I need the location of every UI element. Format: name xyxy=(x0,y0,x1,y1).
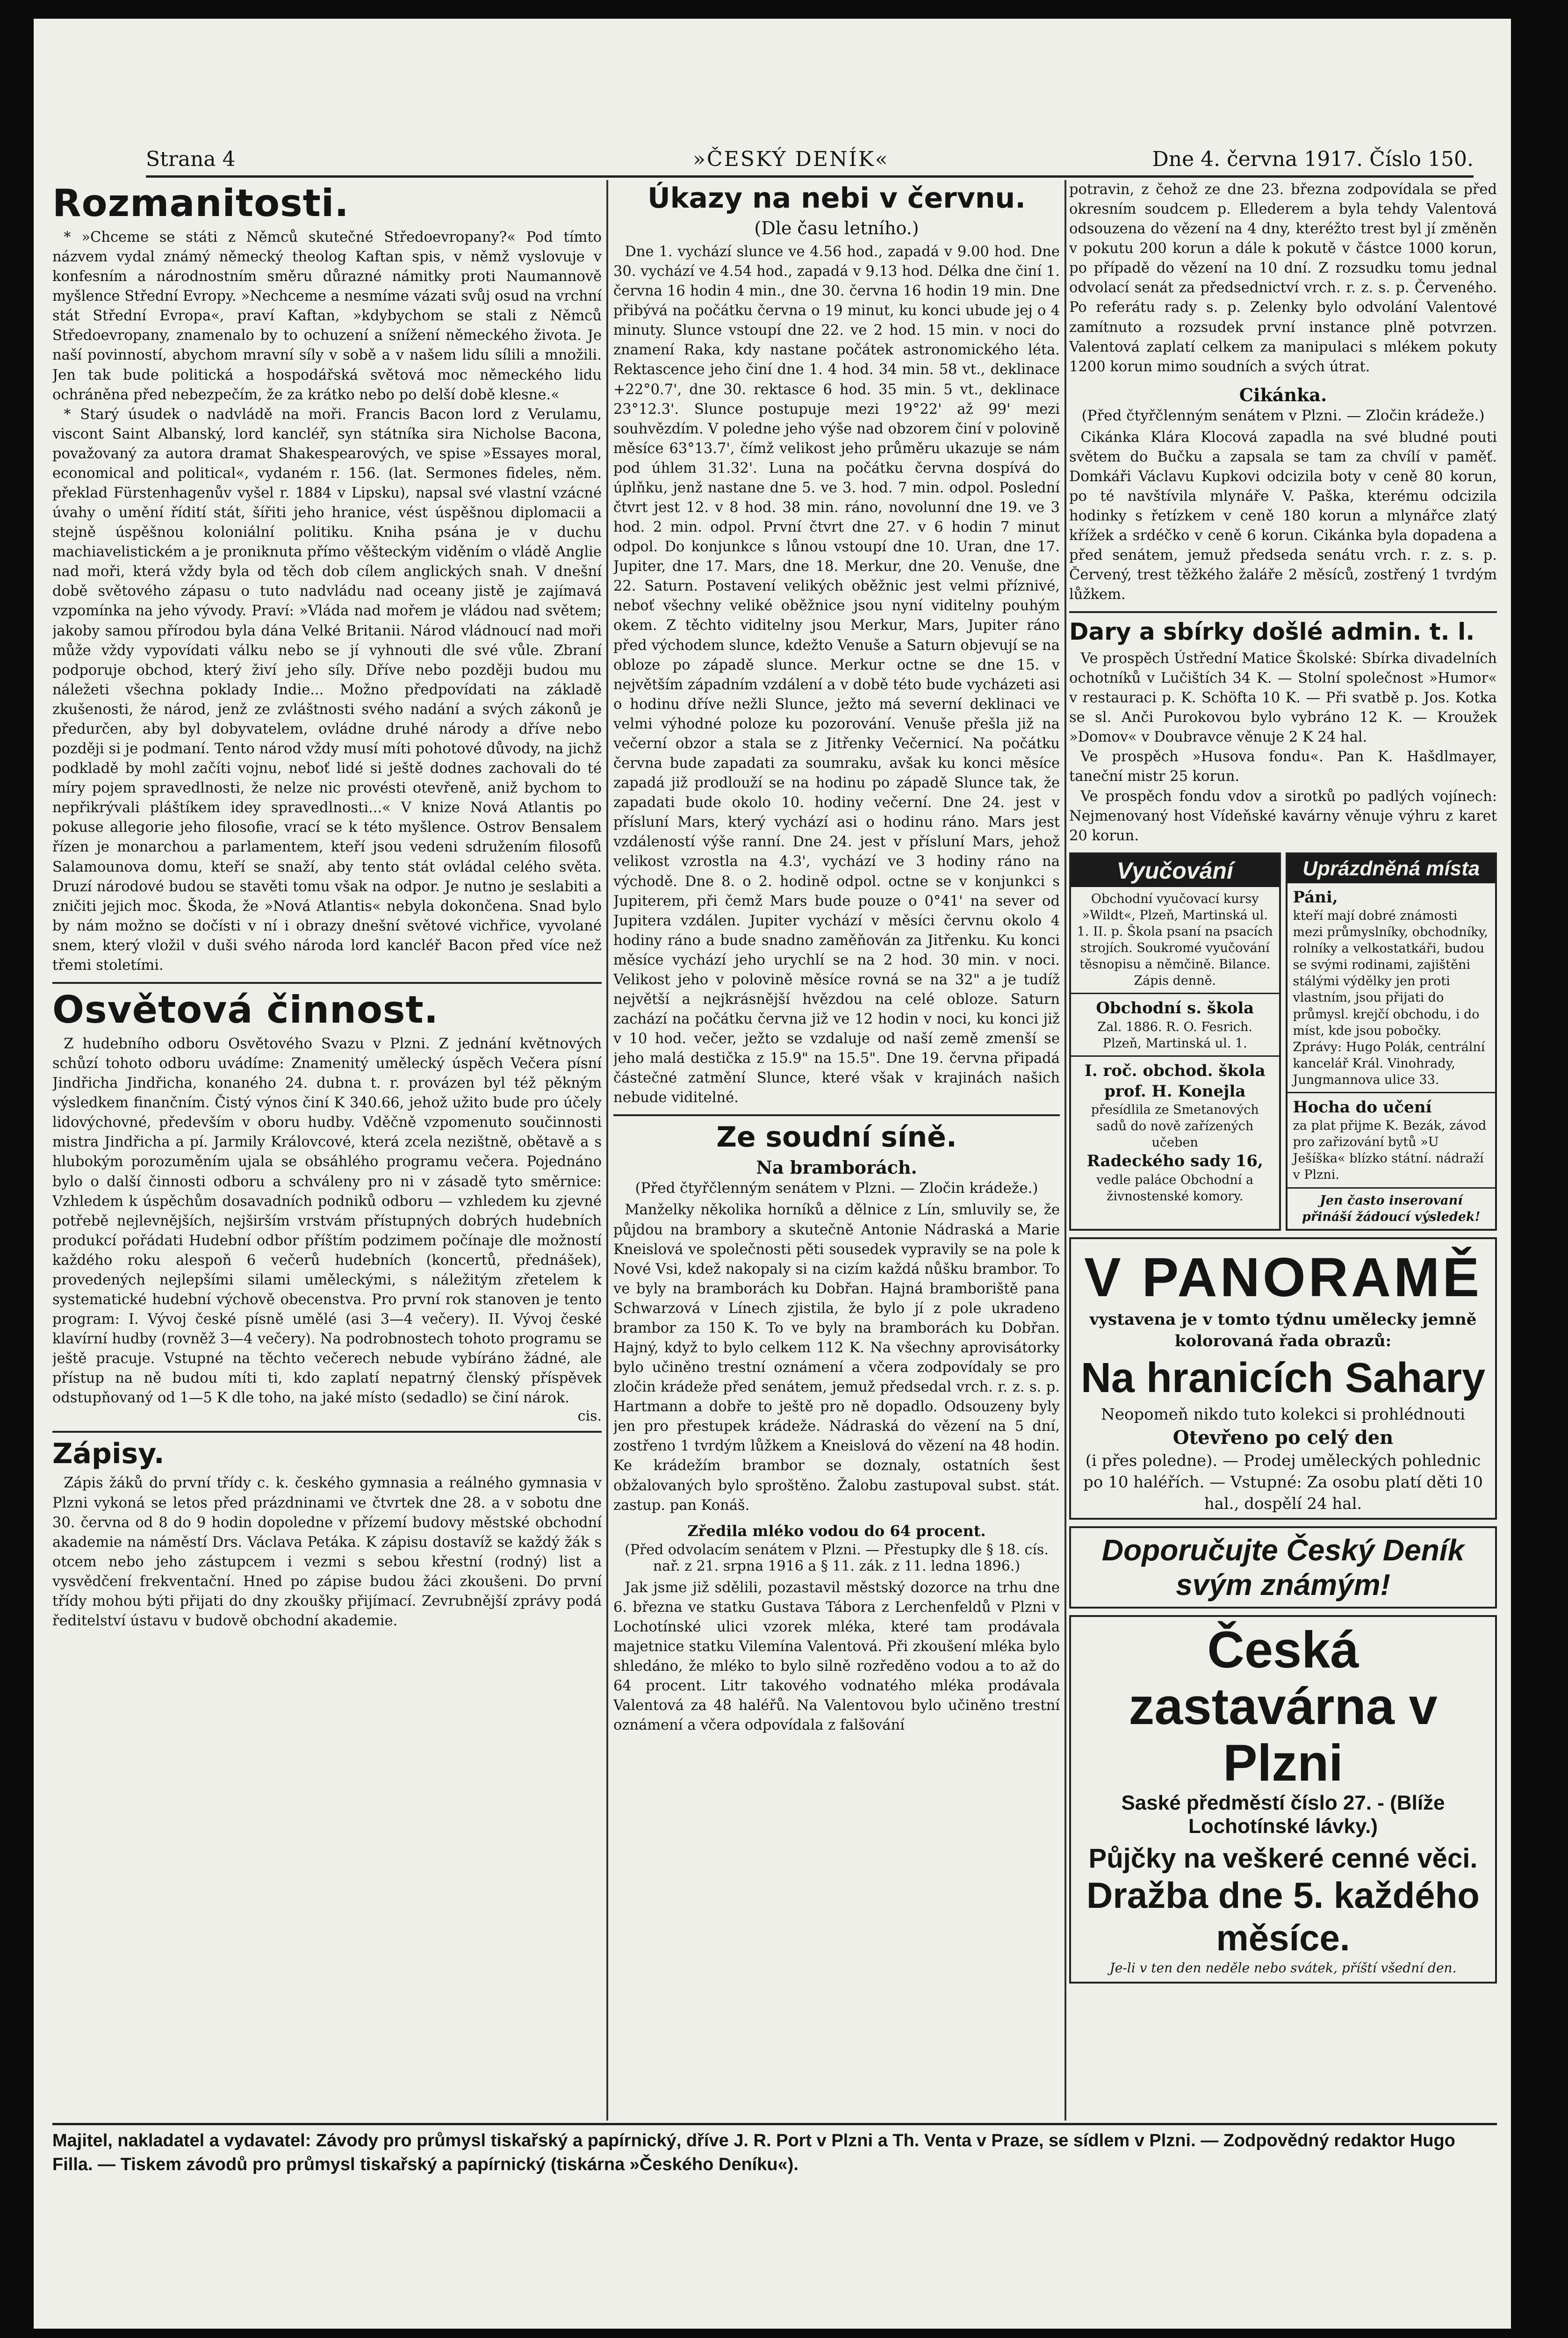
ad-text: Půjčky na veškeré cenné věci. xyxy=(1088,1843,1478,1874)
section-title: Rozmanitosti. xyxy=(52,181,349,225)
section-title: Úkazy na nebi v červnu. xyxy=(647,182,1026,215)
ad-text: Dražba dne 5. každého měsíce. xyxy=(1086,1875,1480,1959)
ad-text: vedle paláce Obchodní a živnostenské komory. xyxy=(1096,1172,1254,1204)
page-header xyxy=(146,138,1474,178)
article-paragraph: * »Chceme se státi z Němců skutečné Středoevropany?« Pod tímto názvem vydal známý německý theolog Kaftan spis, v němž vyslovuje v konfesním a národnostním směru důrazné námitky proti Naumannově myšlence Střední Evropy. »Nechceme a nesmíme vázati svůj osud na vrchní stát Střední Evropa«, praví Kaftan, »kdybychom se stali z Němců Středoevropany, znamenalo by to ochuzení a snížení německého života. Je naší povinností, abychom mravní síly v sobě a v našem lidu sílili a množili. Jen tak bude politická a hospodářská světová moc německého lidu ochráněna před nebezpečím, že za krátko nebo po delší době klesne.« xyxy=(52,229,602,403)
ad-text: Saské předměstí číslo 27. - (Blíže Lochotínské lávky.) xyxy=(1121,1791,1445,1838)
section-title: Zápisy. xyxy=(52,1437,165,1471)
article-subheading: (Před odvolacím senátem v Plzni. — Přestupky dle § 18. cís. nař. z 21. srpna 1916 a § 11. zák. z 11. ledna 1896.) xyxy=(625,1541,1049,1574)
classified-ads xyxy=(1069,852,1497,1231)
column-divider xyxy=(1065,180,1066,2121)
column-divider xyxy=(606,180,608,2121)
article-paragraph: Jak jsme již sdělili, pozastavil městský dozorce na trhu dne 6. března ve statku Gustava Tábora z Lerchenfeldů v Plzni v Lochotínské ulici vzorek mléka, které tam prodávala majetnice statku Vilemína Valentová. Při zkoušení mléka bylo shledáno, že mléko to bylo silně rozředěno vodou a to až do 64 procent. Litr takového vodnatého mléka prodávala Valentová za 48 haléřů. Na Valentovou bylo učiněno trestní oznámení a včera odpovídala z falšování xyxy=(613,1579,1060,1734)
section-subtitle: (Dle času letního.) xyxy=(754,218,919,238)
section-title: Osvětová činnost. xyxy=(52,988,439,1032)
article-paragraph: Ve prospěch »Husova fondu«. Pan K. Hašdlmayer, taneční mistr 25 korun. xyxy=(1069,749,1497,785)
article-paragraph: Manželky několika horníků a dělnice z Lín, smluvily se, že půjdou na brambory a skutečně Antonie Nádraská a Marie Kneislová ve společnosti pěti sousedek vypravily se na pole k Nové Vsi, kdež nakopaly si na cizím každá nůšku brambor. To ve byly na bramborách ku Dobřan. Hajná bramboriště pana Schwarzová v Línech zjistila, že bylo jí z pole ukradeno brambor za 150 K. To ve byly na bramborách ku Dobřan. Hajný, když to bylo celkem 112 K. Na všechny aprovisátorky bylo učiněno trestní oznámení a včera zodpovídaly se pro zločin krádeže před senátem, jemuž předsedal vrch. r. z. s. p. Hartmann a dobře to ještě pro ně dopadlo. Odsouzeny byly jen pro přestupek krádeže. Nádraská do vězení na 5 dní, zostřeno 1 tvrdým lůžkem a Kneislová do vězení na 48 hodin. Ke krádežím brambor se doznaly, ostatních šest obžalovaných bylo sproštěno. Žalobu zastupoval subst. stát. zastup. pan Konáš. xyxy=(613,1202,1060,1514)
ad-education xyxy=(1069,852,1281,1231)
column-1 xyxy=(52,180,602,2118)
section-title: Dary a sbírky došlé admin. t. l. xyxy=(1069,618,1475,646)
article-paragraph: Ve prospěch fondu vdov a sirotků po padlých vojínech: Nejmenovaný host Vídeňské kavárny věnuje výhru z karet 20 korun. xyxy=(1069,788,1497,844)
article-signature: cis. xyxy=(577,1408,602,1425)
ad-text: vystavena je v tomto týdnu umělecky jemně kolorovaná řada obrazů: xyxy=(1089,1310,1477,1350)
article-paragraph: Z hudebního odboru Osvětového Svazu v Plzni. Z jednání květnových schůzí tohoto odboru uvádíme: Znamenitý umělecký úspěch Večera písní Jindřicha Jindřicha, konaného 24. dubna t. r. provázen byl též pěkným výsledkem finančním. Čistý výnos činí K 340.66, jehož užito bude pro účely lidovýchovné, především v oboru hudby. Vděčně vzpomenuto součinnosti mistra Jindřicha a pí. Jarmily Královcové, která zcela nezištně, obětavě a s hlubokým porozuměním ujala se obsáhlého programu večera. Pojednáno bylo o další činnosti odboru a schváleny pro ni v zásadě tyto směrnice: Vzhledem k úspěchům dosavadních podniků odboru — vzhledem ku zjevné potřebě nejlevnějších, nejširším vrstvám přístupných dobrých hudebních produkcí pořádati Hudební odbor příštím podzimem počínaje dle možností každého roku alespoň 6 večerů hudebních (koncertů, přednášek), provedených nejlepšími silami uměleckými, s náležitým zřetelem k systematické hudební výchově obecenstva. Pro první rok stanoven je tento program: I. Vývoj české písně umělé (asi 3—4 večery). II. Vývoj české klavírní hudby (rovněž 3—4 večery). Na podrobnostech tohoto programu se ještě pracuje. Vstupné na těchto večerech nebude vybíráno žádné, ale přístup na ně budou míti ti, kdo zaplatí nepatrný členský příspěvek odstupňovaný od 1—5 K dle toho, na jaké místo (sedadlo) se činí nárok. xyxy=(52,1035,602,1407)
article-paragraph: Ve prospěch Ústřední Matice Školské: Sbírka divadelních ochotníků v Lučištích 34 K. — Stolní společnost »Humor« v restauraci p. K. Schöfta 10 K. — Při svatbě p. Jos. Kotka se sl. Anči Purokovou bylo vybráno 12 K. — Kroužek »Domov« v Doubravce věnuje 2 K 24 hal. xyxy=(1069,650,1497,746)
ad-headline: V PANORAMĚ xyxy=(1084,1246,1482,1308)
ad-header: Vyučování xyxy=(1071,854,1279,887)
ad-text: (i přes poledne). — Prodej uměleckých pohlednic po 10 haléřích. — Vstupné: Za osobu platí děti 10 hal., dospělí 24 hal. xyxy=(1083,1451,1483,1514)
ad-title: Hocha do učení xyxy=(1293,1097,1432,1117)
ad-text: Neopomeň nikdo tuto kolekci si prohlédnouti xyxy=(1100,1405,1466,1424)
ad-note: Jen často inserovaní přináší žádoucí výsledek! xyxy=(1287,1187,1496,1229)
ad-text: za plat přijme K. Bezák, závod pro zařizování bytů »U Ješíška« blízko státní. nádraží v Plzni. xyxy=(1293,1118,1487,1183)
ad-text: Je-li v ten den neděle nebo svátek, příští všední den. xyxy=(1109,1960,1457,1976)
ad-header: Uprázdněná místa xyxy=(1287,854,1496,883)
ad-text: Zal. 1886. R. O. Fesrich. Plzeň, Martinská ul. 1. xyxy=(1097,1019,1252,1051)
ad-text: Obchodní vyučovací kursy »Wildt«, Plzeň, Martinská ul. 1. II. p. Škola psaní na psacích strojích. Soukromé vyučování těsnopisu a němčině. Bilance. Zápis denně. xyxy=(1077,891,1273,989)
ad-text: kteří mají dobré známosti mezi průmyslníky, obchodníky, rolníky a velkostatkáři, budou se svými rodinami, zajištěni stálými výdělky jen proti vlastním, jsou přijati do průmysl. krejčí obchodu, i do míst, kde jsou pobočky. Zprávy: Hugo Polák, centrální kancelář Král. Vinohrady, Jungmannova ulice 33. xyxy=(1293,908,1488,1087)
ad-headline: Česká zastavárna v Plzni xyxy=(1129,1621,1438,1792)
article-paragraph: Cikánka Klára Klocová zapadla na své bludné pouti světem do Bučku a zapsala se tam za chvílí v paměť. Domkáři Václavu Kupkovi odcizila boty v ceně 80 korun, po té navštívila mlynáře V. Paška, kterému odcizila hodinky s řetízkem v ceně 180 korun a mlynářce zlatý křížek a srdéčko v ceně 6 korun. Cikánka byla dopadena a před senátem, jemuž předseda senátu vrch. r. z. s. p. Červený, trest těžkého žaláře 2 měsíců, zostřený 1 tvrdým lůžkem. xyxy=(1069,429,1497,603)
article-heading: Zředila mléko vodou do 64 procent. xyxy=(687,1522,986,1540)
column-3 xyxy=(1069,180,1497,2118)
newspaper-title: »ČESKÝ DENÍK« xyxy=(693,147,889,171)
article-paragraph: Dne 1. vychází slunce ve 4.56 hod., zapadá v 9.00 hod. Dne 30. vychází ve 4.54 hod., zapadá v 9.13 hod. Délka dne činí 1. června 16 hodin 4 min., dne 30. června 16 hodin 19 min. Dne přibývá na počátku června o 19 minut, ku konci ubude jej o 4 minuty. Slunce vstoupí dne 22. ve 2 hod. 15 min. v noci do znamení Raka, kdy nastane počátek astronomického léta. Rektascence jeho činí dne 1. 4 hod. 34 min. 58 vt., deklinace +22°0.7', dne 30. rektasce 6 hod. 35 min. 5 vt., deklinace 23°12.3'. Slunce postupuje mezi 19°22' až 99' mezi souhvězdím. V poledne jeho výše nad obzorem činí v polovině měsíce 63°13.7', čímž velikost jeho průměru ukazuje se nám pod úhlem 31.32'. Luna na počátku června dospívá do úplňku, jenž nastane dne 5. ve 3. hod. 7 min. odpol. Poslední čtvrt jest 12. v 8 hod. 38 min. ráno, novolunní dne 19. ve 3 hod. 2 min. odpol. První čtvrt dne 27. v 6 hodin 7 minut odpol. Do konjunkce s lůnou vstoupí dne 10. Uran, dne 17. Jupiter, dne 17. Mars, dne 18. Merkur, dne 20. Venuše, dne 22. Saturn. Postavení velikých oběžnic jest velmi příznivé, neboť všechny veliké oběžnice jsou nyní viditelny pouhým okem. Z těchto viditelny jsou Merkur, Mars, Jupiter ráno před východem slunce, kdežto Venuše a Saturn objevují se na obloze po západě slunce. Merkur octne se dne 15. v největším západním vzdálení a v době této bude vycházeti asi o hodinu dříve nežli Slunce, ježto má severní deklinaci ve velmi výhodné poloze ku pozorování. Venuše přešla již na večerní obzor a stala se z Jitřenky Večernicí. Na počátku června bude zapadati za soumraku, avšak ku konci měsíce zapadá již prodlouží se na hodinu po západě Slunce tak, že zapadati bude okolo 10. hodiny večerní. Dne 24. jest v přísluní Mars, který vychází asi o hodinu ráno. Mars jest vzdáleností výše ranní. Dne 24. jest v přísluní Mars, jehož velikost vzrostla na 4.3', vychází ve 3 hodiny ráno na východě. Dne 8. o 2. hodině odpol. octne se v konjunkci s Jupiterem, při čemž Mars bude pouze o 0°41' na sever od Jupitera vzdálen. Jupiter vychází v měsíci červnu okolo 4 hodiny ráno a bude snadno zaměňován za Jitřenku. Ku konci měsíce vychází jeho urychlí se na 2 hod. 30 min. v noci. Velikost jeho v polovině měsíce rovná se na 32" a je tudíž největší a nejkrásnější hvězdou na celé obloze. Saturn zachází na počátku června již ve 12 hodin v noci, ku konci již v 10 hod. večer, ježto se vzdaluje od naší země zmenší se jeho malá destička z 15.9" na 15.5". Dne 19. června připadá částečné zatmění Slunce, které však v krajinách našich nebude viditelné. xyxy=(613,244,1060,1106)
ad-panorama xyxy=(1069,1237,1497,1520)
divider xyxy=(613,1114,1060,1116)
ad-title: I. roč. obchod. škola prof. H. Konejla xyxy=(1084,1061,1266,1101)
ad-pawnshop xyxy=(1069,1615,1497,1984)
divider xyxy=(52,1431,602,1433)
ad-block xyxy=(1071,1055,1279,1208)
issue-date: Dne 4. června 1917. Číslo 150. xyxy=(1152,147,1474,171)
ad-block xyxy=(1287,883,1496,1092)
article-paragraph: Zápis žáků do první třídy c. k. českého gymnasia a reálného gymnasia v Plzni vykoná se letos před prázdninami ve čtvrtek dne 28. a v sobotu dne 30. června od 8 do 9 hodin dopoledne v přízemí budovy městské obchodní akademie na náměstí Drs. Václava Petáka. K zápisu dostavíž se každý žák s otcem nebo jeho zástupcem i vezmi s sebou křestní (rodný) list a vysvědčení frekventační. Hned po zápise budou žáci zkoušeni. Do první třídy mohou býti přijati do dny zkoušky přijímací. Zevrubnější zprávy podá ředitelství ústavu v budově obchodní akademie. xyxy=(52,1475,602,1629)
ad-recommend xyxy=(1069,1526,1497,1609)
divider xyxy=(52,982,602,984)
ad-block xyxy=(1071,993,1279,1055)
column-2 xyxy=(613,180,1060,2118)
article-subheading: (Před čtyřčlenným senátem v Plzni. — Zločin krádeže.) xyxy=(1081,407,1485,424)
article-paragraph: * Starý úsudek o nadvládě na moři. Francis Bacon lord z Verulamu, viscont Saint Albanský, lord kancléř, syn státníka sira Nicholse Bacona, považovaný za autora dramat Shakespearových, ve spise »Essayes moral, economical and political«, vydaném r. 156. (lat. Sermones fideles, něm. překlad Fürstenhagenův vyšel r. 1884 v Lipsku), napsal své vlastní vzácné úvahy o umění řídití stát, šířiti jeho hranice, vést úspěšnou diplomacii a stejně úspěšnou koloniální politiku. Kniha psána je v duchu machiavelistickém a je proniknuta přímo věšteckým viděním o vládě Anglie nad moři, která vždy byla od těch dob cílem anglických snah. V dnešní době světového zápasu o tuto nadvládu nad oceany jistě je zajímavá vzpomínka na jeho vývody. Praví: »Vláda nad mořem je vládou nad světem; jakoby samou přírodou byla dána Velké Britanii. Národ vládnoucí nad moři může vždy vypovídati válku nebo se jí vyhnouti dle své vůle. Zbraní podporuje obchod, který živí jeho síly. Dříve nebo později budou mu náležeti všechna poklady Indie... Možno předpovídati na základě zkušenosti, že národ, jenž ze zvláštnosti svého nadání a svých zákonů je předurčen, aby byl dobyvatelem, ovládne druhé národy a dříve nebo později si je podmaní. Tento národ vždy musí míti pohotové důvody, na jichž podkladě by mohl začíti vojnu, neboť lidé si ještě dodnes zachovali do té míry pojem spravedlnosti, že nelze nic provésti otevřeně, aniž bychom to nepřikrývali pláštíkem idey spravedlnosti...« V knize Nová Atlantis po pokuse allegorie jeho filosofie, vrací se k této myšlence. Ostrov Bensalem řízen je monarchou a parlamentem, kteří jsou vedeni sdružením filosofů Salamounova domu, kteří se snaží, aby tento stát ovládal celého světa. Druzí národové budou se stavěti tomu však na odpor. Je nutno je seslabiti a zničiti jejich moc. Škoda, že »Nová Atlantis« nebyla dokončena. Snad bylo by nám možno se dočísti v ní i obrazy dnešní světové vichřice, vyvolané snem, který vložil v duši svého národa lord kancléř Bacon před více než třemi stoletími. xyxy=(52,406,602,974)
ad-title: Páni, xyxy=(1293,888,1338,907)
article-subheading: (Před čtyřčlenným senátem v Plzni. — Zločin krádeže.) xyxy=(635,1180,1038,1197)
ad-title: Obchodní s. škola xyxy=(1096,999,1254,1018)
ad-jobs xyxy=(1286,852,1497,1231)
imprint-footer: Majitel, nakladatel a vydavatel: Závody pro průmysl tiskařský a papírnický, dříve J. R. Port v Plzni a Th. Venta v Praze, se sídlem v Plzni. — Zodpovědný redaktor Hugo Filla. — Tiskem závodů pro průmysl tiskařský a papírnický (tiskárna »Českého Deníku«). xyxy=(52,2123,1497,2177)
page-number: Strana 4 xyxy=(146,147,236,171)
article-paragraph: potravin, z čehož ze dne 23. března zodpovídala se před okresním soudcem p. Ellederem a byla tehdy Valentová odsouzena do vězení na 4 dny, kteréžto trest byl jí změněn v pokutu 200 korun a dále k pokutě v částce 1000 korun, po případě do vězení na 10 dní. Z rozsudku tomu jednal odvolací senát za předsednictví vrch. r. z. s. p. Červeného. Po referátu rady s. p. Zelenky bylo odvolání Valentové zamítnuto a rozsudek první instance plně potvrzen. Valentová zaplatí celkem za manipulaci s mlékem pokuty 1200 korun mimo soudních a svých útrat. xyxy=(1069,181,1497,375)
article-heading: Na bramborách. xyxy=(756,1157,917,1178)
ad-text: Otevřeno po celý den xyxy=(1172,1427,1394,1449)
ad-headline: Na hranicích Sahary xyxy=(1080,1354,1486,1401)
article-heading: Cikánka. xyxy=(1239,384,1327,405)
ad-text: přesídlila ze Smetanových sadů do nově zařízených učeben xyxy=(1091,1103,1259,1150)
section-title: Ze soudní síně. xyxy=(716,1121,957,1154)
ad-headline: Doporučujte Český Deník svým známým! xyxy=(1101,1533,1465,1602)
newspaper-page xyxy=(34,19,1511,2329)
ad-title: Radeckého sady 16, xyxy=(1086,1152,1263,1171)
ad-block xyxy=(1287,1092,1496,1187)
divider xyxy=(1069,611,1497,613)
